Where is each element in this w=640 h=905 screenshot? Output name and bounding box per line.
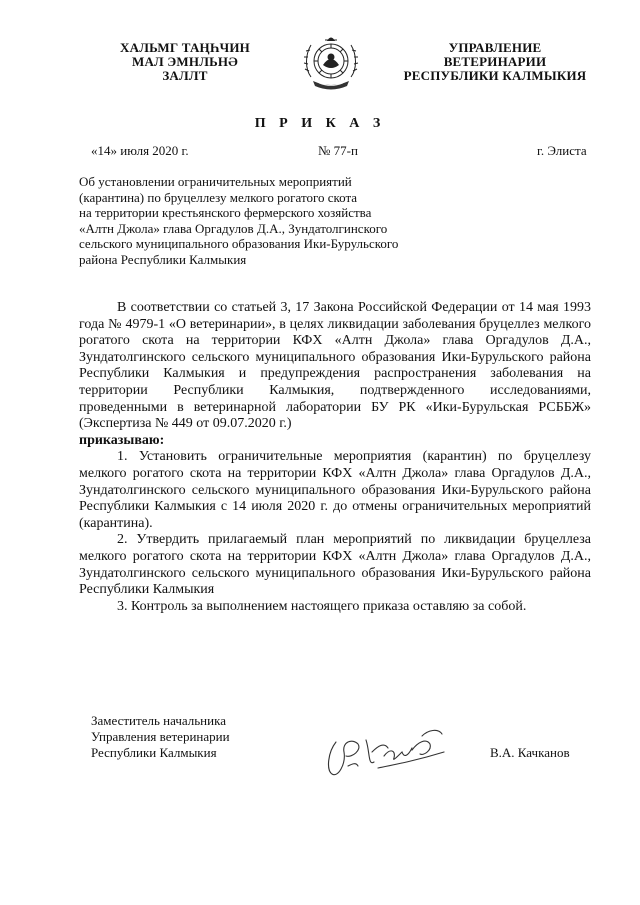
header-left-line: ЗАЛЛТ bbox=[162, 68, 208, 83]
order-item-3: 3. Контроль за выполнением настоящего приказа оставляю за собой. bbox=[117, 598, 527, 614]
subject-line: района Республики Калмыкия bbox=[79, 251, 247, 267]
position-line: Республики Калмыкия bbox=[91, 745, 217, 760]
order-item-2: 2. Утвердить прилагаемый план мероприятий по ликвидации бруцеллеза мелкого рогатого скота на территории КФХ «Алтн Джола» глава Оргадулов Д.А., Зундатолгинского сельского муниципального образования Ики-Бурульского района Республики Калмыкия bbox=[79, 532, 591, 598]
document-title: П Р И К А З bbox=[254, 116, 386, 131]
order-body bbox=[79, 300, 591, 615]
header-left-line: ХАЛЬМГ ТАҢҺЧИН bbox=[120, 40, 250, 55]
signatory-position bbox=[91, 713, 230, 761]
order-item-1: 1. Установить ограничительные мероприятия (карантин) по бруцеллезу мелкого рогатого скота на территории КФХ «Алтн Джола» глава Оргадулов Д.А., Зундатолгинского сельского муниципального образования Ики-Бурульского района Республики Калмыкия с 14 июля 2020 г. до отмены ограничительных мероприятий (карантина). bbox=[79, 449, 591, 531]
order-date: «14» июля 2020 г. bbox=[91, 143, 189, 158]
subject-line: (карантина) по бруцеллезу мелкого рогатого скота bbox=[79, 189, 358, 205]
preamble-paragraph: В соответствии со статьей 3, 17 Закона Российской Федерации от 14 мая 1993 года № 4979-1 «О ветеринарии», в целях ликвидации заболевания бруцеллез мелкого рогатого скота на территории КФХ «Алтн Джола» глава Оргадулов Д.А., Зундатолгинского сельского муниципального образования Ики-Бурульского района Республики Калмыкия и предупреждения распространения заболевания на территории Республики Калмыкия, подтвержденного исследованиями, проведенными в ветеринарной лаборатории БУ РК «Ики-Бурульская РСББЖ» (Экспертиза № 449 от 09.07.2020 г.) bbox=[79, 300, 591, 432]
subject-line: «Алтн Джола» глава Оргадулов Д.А., Зундатолгинского bbox=[79, 220, 388, 236]
header-right-russian bbox=[395, 41, 595, 83]
order-subject bbox=[79, 174, 439, 267]
subject-line: на территории крестьянского фермерского хозяйства bbox=[79, 205, 372, 220]
header-left-line: МАЛ ЭМНЛЬНӘ bbox=[132, 54, 238, 69]
header-right-line: УПРАВЛЕНИЕ bbox=[448, 40, 542, 55]
subject-line: сельского муниципального образования Ики-Бурульского bbox=[79, 236, 399, 251]
subject-line: Об установлении ограничительных мероприятий bbox=[79, 174, 352, 189]
handwritten-signature bbox=[318, 712, 468, 790]
position-line: Заместитель начальника bbox=[91, 713, 226, 728]
header-right-line: ВЕТЕРИНАРИИ bbox=[443, 54, 547, 69]
header-right-line: РЕСПУБЛИКИ КАЛМЫКИЯ bbox=[403, 68, 587, 83]
order-city: г. Элиста bbox=[537, 143, 587, 158]
kalmykia-coat-of-arms-icon bbox=[301, 31, 361, 93]
order-number: № 77-п bbox=[318, 143, 358, 158]
signatory-name: В.А. Качканов bbox=[490, 745, 570, 760]
position-line: Управления ветеринарии bbox=[91, 729, 230, 744]
order-word: приказываю: bbox=[79, 432, 165, 448]
header-left-kalmyk bbox=[100, 41, 270, 83]
